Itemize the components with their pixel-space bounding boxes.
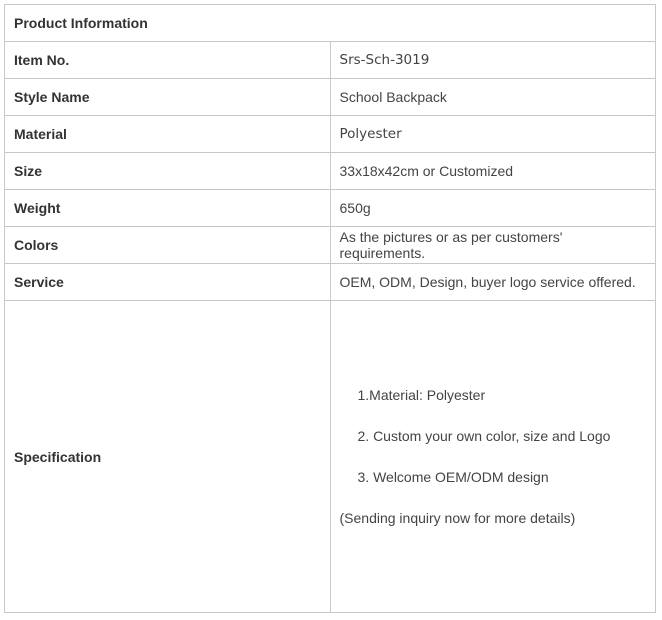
row-value-style-name: School Backpack [330,79,656,116]
row-label-material: Material [5,116,331,153]
spec-item-custom: 2. Custom your own color, size and Logo [357,428,611,444]
row-label-colors: Colors [5,227,331,264]
table-row [5,116,656,153]
spec-item-oem: 3. Welcome OEM/ODM design [357,469,549,485]
specification-list [340,386,647,527]
row-label-weight: Weight [5,190,331,227]
row-label-item-no: Item No. [5,42,331,79]
row-value-size: 33x18x42cm or Customized [330,153,656,190]
row-value-weight: 650g [330,190,656,227]
specification-content [330,301,656,613]
table-row [5,79,656,116]
row-value-colors: As the pictures or as per customers' requirements. [330,227,656,264]
table-row [5,42,656,79]
table-row [5,190,656,227]
product-info-table [4,4,656,613]
row-value-item-no: Srs-Sch-3019 [330,42,656,79]
table-row [5,153,656,190]
row-label-specification: Specification [5,301,331,613]
spec-note: (Sending inquiry now for more details) [339,510,576,526]
row-value-material: Polyester [330,116,656,153]
table-row-specification [5,301,656,613]
row-label-style-name: Style Name [5,79,331,116]
row-value-service: OEM, ODM, Design, buyer logo service offered. [330,264,656,301]
row-label-service: Service [5,264,331,301]
table-header: Product Information [5,5,656,42]
spec-item-material: 1.Material: Polyester [357,387,486,403]
table-row [5,264,656,301]
row-label-size: Size [5,153,331,190]
table-row [5,227,656,264]
table-header-row [5,5,656,42]
